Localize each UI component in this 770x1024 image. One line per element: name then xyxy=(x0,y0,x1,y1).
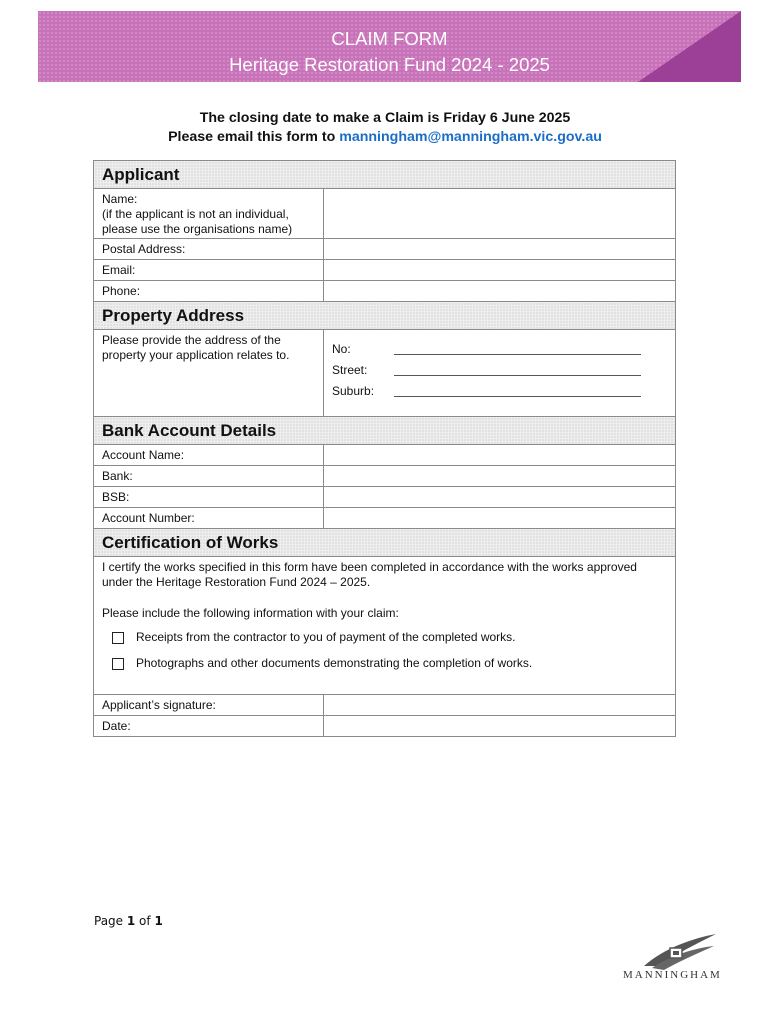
address-suburb-field[interactable] xyxy=(394,385,641,397)
account-number-label: Account Number: xyxy=(94,508,324,529)
property-instructions: Please provide the address of the property your application relates to. xyxy=(94,330,324,417)
section-heading-property: Property Address xyxy=(94,302,676,330)
account-name-label: Account Name: xyxy=(94,445,324,466)
claim-form-table xyxy=(93,160,676,737)
page-number xyxy=(94,914,163,928)
page-total: 1 xyxy=(154,914,163,928)
page-current: 1 xyxy=(126,914,136,928)
address-street-row xyxy=(332,359,667,380)
address-suburb-row xyxy=(332,380,667,401)
checkbox-receipts[interactable] xyxy=(112,632,124,644)
account-number-field[interactable] xyxy=(324,508,676,529)
address-no-label: No: xyxy=(332,341,351,356)
bsb-label: BSB: xyxy=(94,487,324,508)
checkbox-photographs[interactable] xyxy=(112,658,124,670)
email-instruction xyxy=(0,128,770,147)
postal-address-label: Postal Address: xyxy=(94,239,324,260)
name-note: (if the applicant is not an individual, please use the organisations name) xyxy=(102,207,293,236)
address-suburb-label: Suburb: xyxy=(332,383,375,398)
header-banner xyxy=(38,11,741,82)
section-heading-applicant: Applicant xyxy=(94,161,676,189)
property-address-fields xyxy=(324,330,676,417)
address-street-field[interactable] xyxy=(394,364,641,376)
date-label: Date: xyxy=(94,716,324,737)
email-field[interactable] xyxy=(324,260,676,281)
closing-date-text: The closing date to make a Claim is Friday 6 June 2025 xyxy=(199,110,571,126)
certification-statement: I certify the works specified in this form have been completed in accordance with the works approved under the Heritage Restoration Fund 2024 – 2025. xyxy=(102,560,637,589)
page-of: of xyxy=(135,914,155,928)
section-heading-bank: Bank Account Details xyxy=(94,417,676,445)
form-title: CLAIM FORM xyxy=(331,28,448,49)
intro xyxy=(0,109,770,147)
checklist-item xyxy=(112,630,667,645)
checklist-item-label: Photographs and other documents demonstrating the completion of works. xyxy=(136,656,533,670)
bsb-field[interactable] xyxy=(324,487,676,508)
signature-label: Applicant’s signature: xyxy=(94,695,324,716)
email-instruction-prefix: Please email this form to xyxy=(168,129,340,145)
email-label: Email: xyxy=(94,260,324,281)
address-no-row xyxy=(332,338,667,359)
name-field[interactable] xyxy=(324,189,676,239)
signature-field[interactable] xyxy=(324,695,676,716)
manningham-logo-text: MANNINGHAM xyxy=(623,969,722,981)
phone-field[interactable] xyxy=(324,281,676,302)
certification-body xyxy=(94,557,676,695)
date-field[interactable] xyxy=(324,716,676,737)
name-label: Name: xyxy=(102,192,138,206)
email-link[interactable]: manningham@manningham.vic.gov.au xyxy=(339,129,602,145)
section-heading-certification: Certification of Works xyxy=(94,529,676,557)
account-name-field[interactable] xyxy=(324,445,676,466)
form-subtitle: Heritage Restoration Fund 2024 - 2025 xyxy=(229,54,550,75)
address-no-field[interactable] xyxy=(394,343,641,355)
postal-address-field[interactable] xyxy=(324,239,676,260)
name-label-cell xyxy=(94,189,324,239)
bank-label: Bank: xyxy=(94,466,324,487)
bank-field[interactable] xyxy=(324,466,676,487)
include-instruction: Please include the following information with your claim: xyxy=(102,606,399,620)
phone-label: Phone: xyxy=(94,281,324,302)
page-prefix: Page xyxy=(94,914,127,928)
address-street-label: Street: xyxy=(332,362,368,377)
checklist-item xyxy=(112,656,667,671)
checklist-item-label: Receipts from the contractor to you of payment of the completed works. xyxy=(136,630,516,644)
